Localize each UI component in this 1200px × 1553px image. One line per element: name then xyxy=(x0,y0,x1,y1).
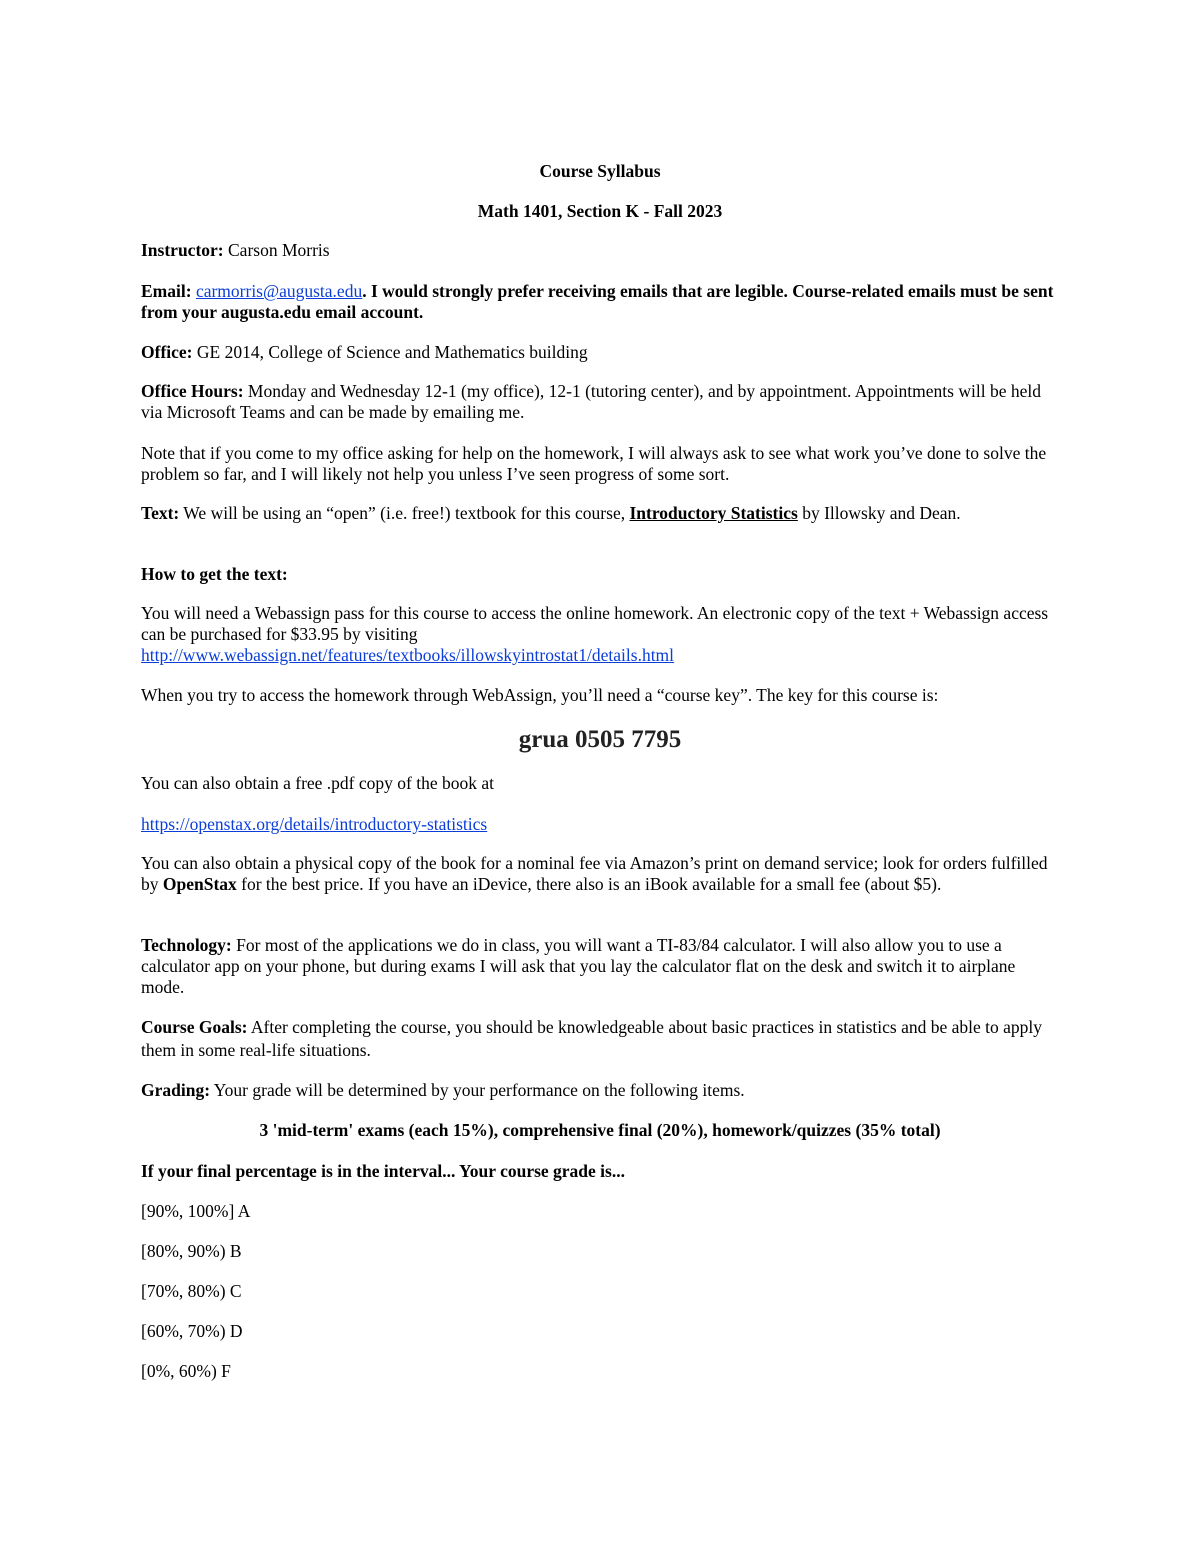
technology-paragraph xyxy=(141,935,1059,998)
openstax-link[interactable]: https://openstax.org/details/introductory-statistics xyxy=(141,814,488,834)
technology-label: Technology: xyxy=(141,935,232,955)
grade-scale-item: [80%, 90%) B xyxy=(141,1241,242,1261)
office-value: GE 2014, College of Science and Mathematics building xyxy=(192,342,588,362)
help-note: Note that if you come to my office asking for help on the homework, I will always ask to see what work you’ve done to solve the problem so far, and I will likely not help you unless I’ve seen progress of some sort. xyxy=(141,443,1047,484)
course-goals-value: After completing the course, you should be knowledgeable about basic practices in statistics and be able to apply them in some real-life situations. xyxy=(141,1017,1043,1060)
text-line xyxy=(141,503,1059,524)
grading-value: Your grade will be determined by your performance on the following items. xyxy=(210,1080,745,1100)
email-label: Email: xyxy=(141,281,192,301)
text-label: Text: xyxy=(141,503,180,523)
grade-scale-item: [60%, 70%) D xyxy=(141,1321,243,1341)
physical-after: for the best price. If you have an iDevice, there also is an iBook available for a small fee (about $5). xyxy=(236,874,942,894)
physical-before: You can also obtain a physical copy of the book for a nominal fee via Amazon’s print on demand service; look for orders fulfilled by xyxy=(141,853,1048,894)
text-before: We will be using an “open” (i.e. free!) textbook for this course, xyxy=(179,503,630,523)
office-hours xyxy=(141,381,1059,423)
office-line xyxy=(141,342,1059,363)
office-hours-value: Monday and Wednesday 12-1 (my office), 12-1 (tutoring center), and by appointment. Appointments will be held via Microsoft Teams and can be made by emailing me. xyxy=(141,381,1041,422)
openstax-brand: OpenStax xyxy=(162,874,237,894)
grade-scale-header: If your final percentage is in the interval... Your course grade is... xyxy=(141,1161,625,1181)
technology-value: For most of the applications we do in class, you will want a TI-83/84 calculator. I will also allow you to use a calculator app on your phone, but during exams I will ask that you lay the calculator flat on the desk and switch it to airplane mode. xyxy=(141,935,1016,997)
course-heading: Math 1401, Section K - Fall 2023 xyxy=(477,201,723,221)
grade-scale-item: [70%, 80%) C xyxy=(141,1281,242,1301)
course-key-intro: When you try to access the homework through WebAssign, you’ll need a “course key”. The key for this course is: xyxy=(141,685,939,705)
how-to-get-heading: How to get the text: xyxy=(141,564,288,584)
webassign-paragraph xyxy=(141,603,1059,666)
grading-paragraph xyxy=(141,1080,1059,1101)
instructor-label: Instructor: xyxy=(141,240,224,260)
grade-scale-item: [90%, 100%] A xyxy=(141,1201,251,1221)
grade-weights: 3 'mid-term' exams (each 15%), comprehensive final (20%), homework/quizzes (35% total) xyxy=(259,1120,941,1140)
physical-copy-paragraph xyxy=(141,853,1059,895)
document-title: Course Syllabus xyxy=(539,161,661,181)
office-hours-label: Office Hours: xyxy=(141,381,244,401)
course-goals-label: Course Goals: xyxy=(141,1017,248,1037)
email-note: . I would strongly prefer receiving emails that are legible. Course-related emails must be sent from your augusta.edu email account. xyxy=(141,281,1054,322)
grading-label: Grading: xyxy=(141,1080,211,1100)
instructor-name: Carson Morris xyxy=(223,240,330,260)
text-after: by Illowsky and Dean. xyxy=(797,503,961,523)
free-pdf-text: You can also obtain a free .pdf copy of the book at xyxy=(141,773,494,793)
openstax-paragraph xyxy=(141,814,1059,835)
instructor-line xyxy=(141,240,1059,261)
email-link[interactable]: carmorris@augusta.edu xyxy=(195,281,363,301)
textbook-title: Introductory Statistics xyxy=(629,503,798,523)
course-goals-paragraph xyxy=(141,1016,1059,1062)
webassign-text: You will need a Webassign pass for this course to access the online homework. An electronic copy of the text + Webassign access can be purchased for $33.95 by visiting xyxy=(141,603,1049,644)
office-label: Office: xyxy=(141,342,193,362)
email-line xyxy=(141,281,1059,323)
webassign-link[interactable]: http://www.webassign.net/features/textbooks/illowskyintrostat1/details.html xyxy=(141,645,675,665)
grade-scale-item: [0%, 60%) F xyxy=(141,1361,231,1381)
course-key: grua 0505 7795 xyxy=(518,726,682,753)
